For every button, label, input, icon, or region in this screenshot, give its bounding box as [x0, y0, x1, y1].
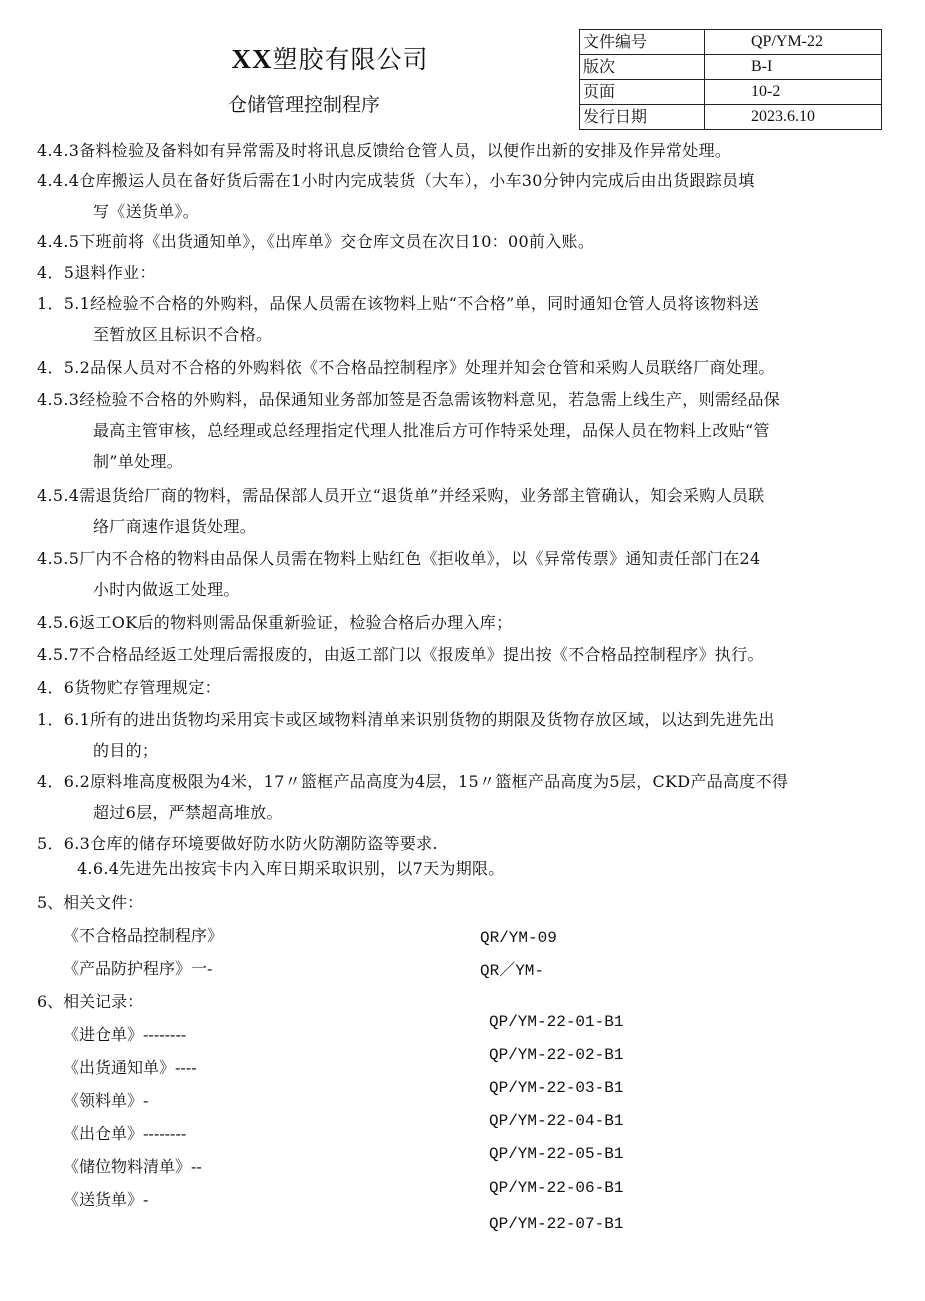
- company-name: [200, 40, 460, 76]
- document-title: 仓储管理控制程序: [228, 94, 381, 116]
- clause-line: 4.4.4仓库搬运人员在备好货后需在1小时内完成装货（大车），小车30分钟内完成后由出货跟踪员填: [37, 171, 755, 190]
- clause-line: 1．6.1所有的进出货物均采用宾卡或区域物料清单来识别货物的期限及货物存放区域，以达到先进先出: [37, 710, 775, 729]
- meta-label-page: 页面: [580, 80, 705, 105]
- record-name: 《领料单》-: [63, 1091, 149, 1110]
- record-code: QP/YM-22-01-B1: [489, 1013, 624, 1031]
- clause-line-cont: 最高主管审核，总经理或总经理指定代理人批准后方可作特采处理，品保人员在物料上改贴“管: [93, 421, 770, 440]
- meta-value-version: B-I: [705, 55, 882, 80]
- company-suffix: 塑胶有限公司: [272, 45, 429, 74]
- record-name: 《储位物料清单》--: [63, 1157, 202, 1176]
- related-records-heading: 6、相关记录：: [37, 992, 144, 1011]
- related-doc-name: 《产品防护程序》一-: [63, 959, 213, 978]
- clause-4-6-1: [37, 704, 885, 766]
- clause-line-cont: 至暂放区且标识不合格。: [93, 325, 273, 344]
- document-meta-table: [579, 29, 882, 130]
- record-code-cut-off: [489, 1210, 624, 1233]
- record-code: QP/YM-22-05-B1: [489, 1145, 624, 1163]
- clause-line-cont: 络厂商速作退货处理。: [93, 517, 257, 536]
- clause-4-6-4: 4.6.4先进先出按宾卡内入库日期采取识别，以7天为期限。: [77, 859, 505, 878]
- meta-row: [580, 80, 882, 105]
- related-doc-name: 《不合格品控制程序》: [63, 926, 224, 945]
- clause-4-5-3: [37, 384, 885, 477]
- record-name: 《送货单》-: [63, 1190, 149, 1209]
- record-code: QP/YM-22-03-B1: [489, 1079, 624, 1097]
- record-name: 《出货通知单》----: [63, 1058, 197, 1077]
- clause-4-5-5: [37, 543, 885, 605]
- meta-row: [580, 105, 882, 130]
- section-4-6-heading: 4．6货物贮存管理规定：: [37, 678, 221, 697]
- clause-line: 4.5.3经检验不合格的外购料，品保通知业务部加签是否急需该物料意见，若急需上线生产，则需经品保: [37, 390, 781, 409]
- meta-label-doc-no: 文件编号: [580, 30, 705, 55]
- related-doc-code: QR/YM-09: [480, 929, 557, 947]
- clause-line-cont: 的目的；: [93, 741, 159, 760]
- record-name: 《出仓单》--------: [63, 1124, 187, 1143]
- clause-line: 4.5.4需退货给厂商的物料，需品保部人员开立“退货单”并经采购，业务部主管确认，知会采购人员联: [37, 486, 765, 505]
- clause-4-5-6: 4.5.6返工OK后的物料则需品保重新验证，检验合格后办理入库；: [37, 613, 513, 632]
- company-prefix: XX: [231, 44, 273, 74]
- section-4-5-heading: 4．5退料作业：: [37, 263, 156, 282]
- record-code: QP/YM-22-04-B1: [489, 1112, 624, 1130]
- clause-4-6-2: [37, 766, 885, 828]
- meta-label-issue-date: 发行日期: [580, 105, 705, 130]
- meta-label-version: 版次: [580, 55, 705, 80]
- record-code: QP/YM-22-07-B1: [489, 1215, 624, 1233]
- clause-4-5-4: [37, 480, 885, 542]
- clause-line-cont: 写《送货单》。: [93, 202, 200, 221]
- clause-line: 4.5.5厂内不合格的物料由品保人员需在物料上贴红色《拒收单》，以《异常传票》通知责任部门在24: [37, 549, 761, 568]
- clause-4-4-5: 4.4.5下班前将《出货通知单》，《出库单》交仓库文员在次日10：00前入账。: [37, 232, 595, 251]
- clause-line-cont: 超过6层，严禁超高堆放。: [93, 803, 283, 822]
- meta-value-issue-date: 2023.6.10: [705, 105, 882, 130]
- meta-value-doc-no: QP/YM-22: [705, 30, 882, 55]
- clause-4-5-1: [37, 288, 885, 350]
- meta-value-page: 10-2: [705, 80, 882, 105]
- clause-line-cont: 小时内做返工处理。: [93, 580, 240, 599]
- clause-4-5-7: 4.5.7不合格品经返工处理后需报废的，由返工部门以《报废单》提出按《不合格品控制程序》执行。: [37, 645, 764, 664]
- clause-line: 1．5.1经检验不合格的外购料，品保人员需在该物料上贴“不合格”单，同时通知仓管人员将该物料送: [37, 294, 760, 313]
- clause-line: 4．6.2原料堆高度极限为4米，17〃篮框产品高度为4层，15〃篮框产品高度为5层，CKD产品高度不得: [37, 772, 789, 791]
- clause-line-cont: 制”单处理。: [93, 452, 183, 471]
- related-docs-heading: 5、相关文件：: [37, 893, 144, 912]
- record-name: 《进仓单》--------: [63, 1025, 187, 1044]
- clause-4-5-2: 4．5.2品保人员对不合格的外购料依《不合格品控制程序》处理并知会仓管和采购人员联络厂商处理。: [37, 358, 775, 377]
- record-code: QP/YM-22-06-B1: [489, 1179, 624, 1197]
- clause-4-4-4: [37, 165, 885, 227]
- meta-row: [580, 55, 882, 80]
- meta-row: [580, 30, 882, 55]
- clause-4-4-3: 4.4.3备料检验及备料如有异常需及时将讯息反馈给仓管人员，以便作出新的安排及作异常处理。: [37, 141, 732, 160]
- clause-4-6-3: 5．6.3仓库的储存环境要做好防水防火防潮防盗等要求.: [37, 834, 438, 853]
- record-code: QP/YM-22-02-B1: [489, 1046, 624, 1064]
- related-doc-code: QR／YM-: [480, 962, 545, 980]
